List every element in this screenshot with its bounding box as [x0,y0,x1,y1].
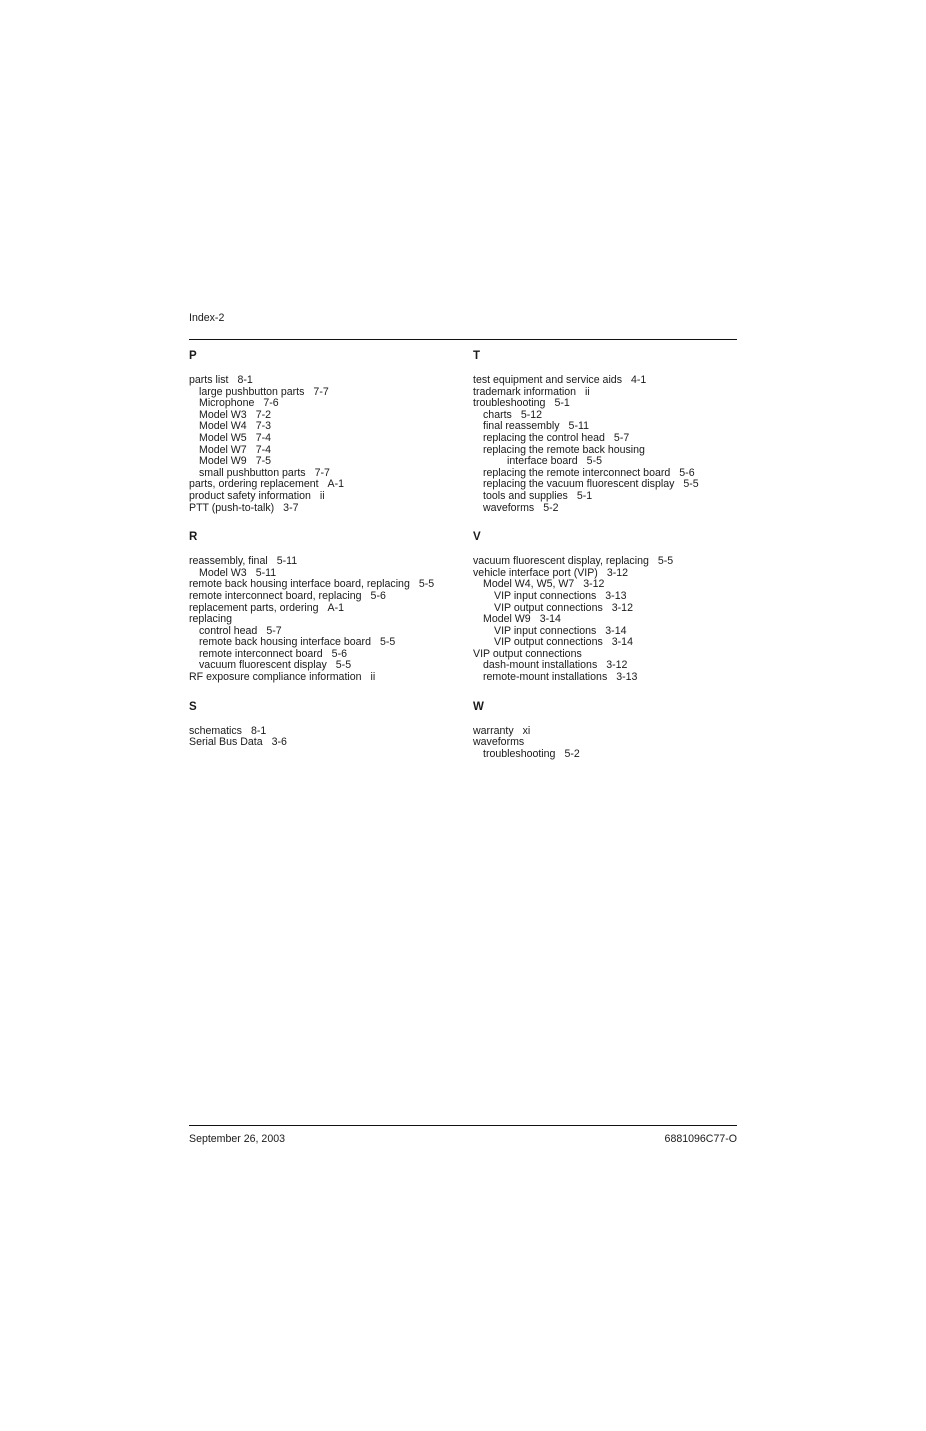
entry-term: remote back housing interface board, replacing [189,578,410,591]
entry-term: replacement parts, ordering [189,601,319,614]
entry-page-ref: 7-7 [313,385,329,398]
entry-page-ref: 4-1 [631,374,647,386]
index-entry [473,398,743,410]
entry-term: vacuum fluorescent display, replacing [473,555,649,568]
entry-page-ref: 7-6 [263,397,279,410]
entry-page-ref: 7-4 [255,431,271,444]
entry-term: vehicle interface port (VIP) [473,566,598,579]
entry-page-ref: A-1 [327,478,345,491]
entry-page-ref: 7-5 [255,455,271,468]
entry-page-ref: 5-5 [379,636,396,649]
entry-page-ref: 5-5 [657,555,674,568]
index-entry [473,672,743,684]
entry-term: tools and supplies [483,489,568,502]
entry-term: VIP output connections [473,647,582,660]
index-section-r [189,530,459,684]
entry-term: PTT (push-to-talk) [189,501,275,514]
entry-term: vacuum fluorescent display [199,659,327,672]
index-entry [189,503,459,515]
entry-term: Model W3 [199,566,247,579]
entry-page-ref: 5-1 [554,397,570,410]
entry-term: VIP input connections [494,624,597,637]
entry-page-ref: 3-13 [605,589,627,602]
page-number-header: Index-2 [189,312,225,324]
entry-page-ref: 3-12 [606,566,629,579]
entry-page-ref: 8-1 [250,724,267,737]
entry-term: Model W4, W5, W7 [483,578,575,591]
entry-term: Model W5 [199,431,247,444]
entry-term: replacing the control head [483,431,605,444]
entry-term: test equipment and service aids [473,374,622,386]
entry-term: final reassembly [483,420,560,433]
entry-term: large pushbutton parts [199,385,305,398]
entry-term: replacing the remote interconnect board [483,466,671,479]
entry-term: VIP output connections [494,636,603,649]
entry-page-ref: 5-5 [683,478,699,491]
entry-term: Model W7 [199,443,247,456]
entry-term: Model W3 [199,408,247,421]
entry-page-ref: 3-12 [606,659,628,672]
index-column-right [473,349,743,776]
entry-term: replacing the vacuum fluorescent display [483,478,675,491]
index-entry [473,749,743,761]
entry-term: Model W4 [199,420,247,433]
entry-page-ref: 5-11 [568,420,589,433]
index-section-w [473,700,743,761]
index-section-s [189,700,459,749]
entry-page-ref: 5-5 [586,455,602,468]
entry-page-ref: 5-12 [520,408,543,421]
entry-page-ref: 5-6 [370,589,386,602]
entry-page-ref: 7-4 [255,443,271,456]
section-letter: P [189,350,197,362]
entry-term: Model W9 [199,455,247,468]
section-letter: R [189,531,198,544]
entry-page-ref: xi [522,724,531,737]
entry-page-ref: ii [319,489,325,502]
entry-page-ref: 3-12 [611,601,633,614]
entry-term: reassembly, final [189,555,268,568]
index-column-left [189,349,459,765]
entry-term: parts list [189,374,229,386]
entry-term: waveforms [473,736,525,749]
entry-term: charts [483,408,512,421]
entry-page-ref: 5-6 [679,466,695,479]
entry-term: RF exposure compliance information [189,671,362,684]
entry-page-ref: 5-6 [331,647,347,660]
entry-term: VIP input connections [494,589,597,602]
entry-page-ref: 3-13 [616,671,638,684]
entry-term: troubleshooting [483,747,556,760]
entry-page-ref: 3-14 [611,636,633,649]
entry-page-ref: 7-2 [255,408,271,421]
entry-term: schematics [189,724,242,737]
entry-page-ref: 5-2 [564,747,580,760]
entry-page-ref: 3-14 [605,624,627,637]
footer-date: September 26, 2003 [189,1133,286,1145]
section-letter: W [473,700,484,713]
footer-rule [189,1125,737,1126]
entry-page-ref: 5-5 [335,659,352,672]
entry-page-ref: 5-1 [576,489,593,502]
entry-term: Microphone [199,397,255,410]
index-entry [189,672,459,684]
index-entry [473,503,743,515]
index-section-t [473,349,743,514]
entry-term: replacing [189,613,232,626]
section-letter: S [189,700,197,713]
entry-page-ref: 3-6 [271,736,287,749]
section-letter: V [473,531,481,544]
entry-term: parts, ordering replacement [189,478,319,491]
entry-term: Model W9 [483,613,531,626]
entry-term: replacing the remote back housing [483,443,645,456]
entry-term: product safety information [189,489,311,502]
entry-page-ref: 5-5 [418,578,435,591]
entry-term: VIP output connections [494,601,603,614]
entry-page-ref: 3-12 [583,578,605,591]
entry-term: interface board [507,455,578,468]
entry-term: dash-mount installations [483,659,598,672]
entry-term: small pushbutton parts [199,466,306,479]
entry-term: remote back housing interface board [199,636,371,649]
entry-term: troubleshooting [473,397,546,410]
section-letter: T [473,350,481,362]
footer-document-number: 6881096C77-O [664,1133,737,1145]
entry-term: warranty [473,724,514,737]
entry-term: trademark information [473,385,577,398]
entry-page-ref: 5-7 [266,624,282,637]
header-rule [189,339,737,340]
entry-term: remote interconnect board, replacing [189,589,362,602]
entry-term: control head [199,624,258,637]
index-section-p [189,349,459,514]
index-entry [189,737,459,749]
entry-term: waveforms [483,501,535,514]
entry-term: remote interconnect board [199,647,323,660]
entry-page-ref: 3-14 [539,613,561,626]
entry-page-ref: 5-11 [276,555,298,568]
entry-page-ref: 5-2 [543,501,559,514]
entry-term: remote-mount installations [483,671,608,684]
entry-page-ref: 7-3 [255,420,271,433]
entry-term: Serial Bus Data [189,736,263,749]
entry-page-ref: 8-1 [237,374,253,386]
entry-page-ref: A-1 [327,601,345,614]
entry-page-ref: 3-7 [283,501,299,514]
entry-page-ref: 5-7 [613,431,630,444]
entry-page-ref: 5-11 [255,566,277,579]
entry-page-ref: ii [585,385,590,398]
entry-page-ref: 7-7 [314,466,330,479]
entry-page-ref: ii [370,671,376,684]
index-section-v [473,530,743,684]
